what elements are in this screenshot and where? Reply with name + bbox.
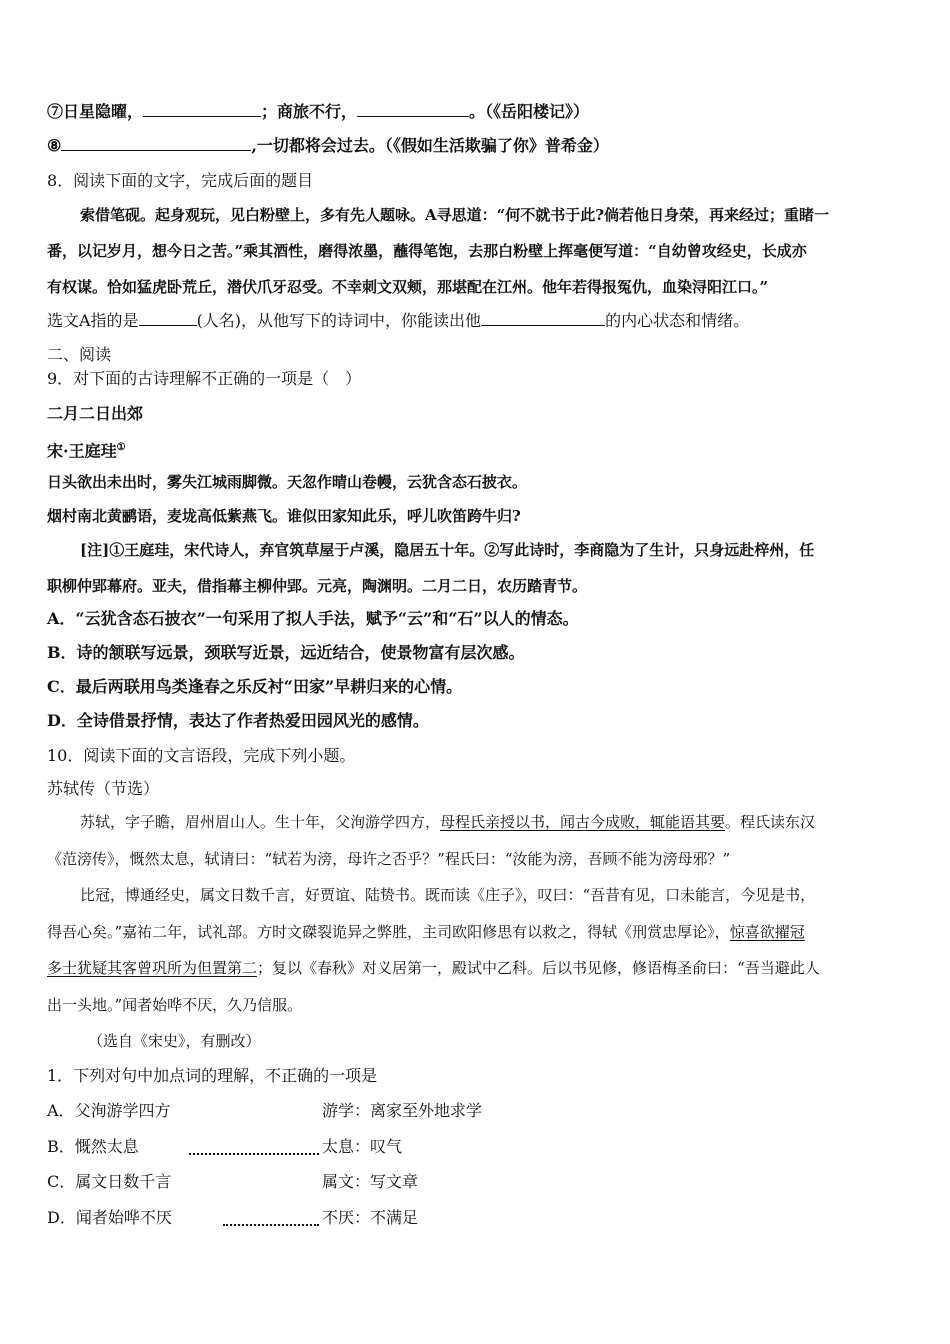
q8-title: 8．阅读下面的文字，完成后面的题目 xyxy=(47,171,314,190)
q10-option-c-phrase: C．属文日数千言 xyxy=(47,1172,172,1191)
q10-option-a-gloss: 游学：离家至外地求学 xyxy=(322,1101,483,1120)
poem-line-1: 日头欲出未出时，雾失江城雨脚微。天忽作晴山卷幔，云犹含态石披衣。 xyxy=(47,473,528,491)
q10-option-c-gloss: 属文：写文章 xyxy=(322,1172,419,1191)
poem-line-2: 烟村南北黄鹂语，麦垅高低紫燕飞。谁似田家知此乐，呼儿吹笛跨牛归? xyxy=(47,507,521,525)
q8-passage-line-2: 番，以记岁月，想今日之苦。”乘其酒性，磨得浓墨，蘸得笔饱，去那白粉壁上挥毫便写道：“自幼曾攻经史，长成亦 xyxy=(47,242,807,260)
q8-ask-mid: (人名)，从他写下的诗词中，你能读出他 xyxy=(196,311,482,330)
q10-option-b xyxy=(47,1136,906,1158)
q10-option-a xyxy=(47,1100,906,1122)
poem-author xyxy=(47,437,906,462)
q9-option-a: A．“云犹含态石披衣”一句采用了拟人手法，赋予“云”和“石”以人的情态。 xyxy=(47,609,579,628)
recite-8-suffix: ,一切都将会过去。（《假如生活欺骗了你》普希金） xyxy=(251,136,609,155)
q10-option-d-gloss: 不厌：不满足 xyxy=(322,1208,419,1227)
dotted-leader xyxy=(189,1140,319,1155)
author-note-marker: ① xyxy=(116,442,126,453)
q10-source: （选自《宋史》，有删改） xyxy=(88,1032,261,1050)
q10-p1-start: 苏轼，字子瞻，眉州眉山人。生十年，父洵游学四方， xyxy=(80,813,441,831)
q10-p2-rest: ；复以《春秋》对义居第一，殿试中乙科。后以书见修，修语梅圣俞曰：“吾当避此人 xyxy=(257,959,820,977)
q10-passage-line-6: 出一头地。”闻者始哗不厌，久乃信服。 xyxy=(47,996,303,1014)
recite-7-mid: ；商旅不行， xyxy=(261,102,358,121)
q10-option-d-phrase: D．闻者始哗不厌 xyxy=(47,1208,172,1227)
q9-option-b: B．诗的颔联写远景，颈联写近景，远近结合，使景物富有层次感。 xyxy=(47,643,525,662)
q10-title: 10．阅读下面的文言语段，完成下列小题。 xyxy=(47,746,356,765)
blank-7-1 xyxy=(143,101,261,117)
recite-7-suffix: 。（《岳阳楼记》） xyxy=(469,102,590,121)
q10-passage-line-1 xyxy=(80,811,906,833)
q10-underlined-sentence-2a: 惊喜欲擢冠 xyxy=(729,923,805,941)
poem-note-line-1: [注]①王庭珪，宋代诗人，弃官筑草屋于卢溪，隐居五十年。②写此诗时，李商隐为了生计，只身远赴梓州，任 xyxy=(80,541,815,559)
section-heading: 二、阅读 xyxy=(47,345,112,364)
blank-8-1 xyxy=(61,135,251,151)
q10-underlined-sentence-1: 母程氏亲授以书，闻古今成败，辄能语其要 xyxy=(440,813,726,831)
q10-p1-end: 。程氏读东汉 xyxy=(725,813,816,831)
q9-option-c: C．最后两联用鸟类逢春之乐反衬“田家”早耕归来的心情。 xyxy=(47,677,463,696)
q10-subtitle: 苏轼传（节选） xyxy=(47,779,160,798)
recite-line-8 xyxy=(47,135,906,157)
blank-7-2 xyxy=(357,101,469,117)
q10-option-d xyxy=(47,1207,906,1229)
q8-ask-suffix: 的内心状态和情绪。 xyxy=(605,311,750,330)
dotted-leader xyxy=(223,1211,319,1226)
q10-sub-question-1: 1．下列对句中加点词的理解，不正确的一项是 xyxy=(47,1066,378,1085)
q10-option-b-gloss: 太息：叹气 xyxy=(322,1137,403,1156)
q10-passage-line-5 xyxy=(47,957,906,979)
q8-ask-prefix: 选文A指的是 xyxy=(47,311,139,330)
recite-8-prefix: ⑧ xyxy=(47,136,62,155)
q10-passage-line-3: 比冠，博通经史，属文日数千言，好贾谊、陆贽书。既而读《庄子》，叹曰：“吾昔有见，口未能言，今见是书， xyxy=(80,886,816,904)
q9-title: 9．对下面的古诗理解不正确的一项是（ ） xyxy=(47,369,362,388)
q10-option-c xyxy=(47,1171,906,1193)
q8-question xyxy=(47,310,906,332)
q10-underlined-sentence-2b: 多士犹疑其客曾巩所为但置第二 xyxy=(47,959,258,977)
recite-7-prefix: ⑦日星隐曜， xyxy=(47,102,144,121)
q8-passage-line-1: 索借笔砚。起身观玩，见白粉壁上，多有先人题咏。A寻思道：“何不就书于此?倘若他日身荣，再来经过；重睹一 xyxy=(80,206,830,224)
recite-line-7 xyxy=(47,101,906,123)
poem-author-name: 宋·王庭珪 xyxy=(47,441,117,461)
q10-passage-line-2: 《范滂传》，慨然太息，轼请曰：“轼若为滂，母许之否乎？”程氏曰：“汝能为滂，吾顾不能为滂母邪？” xyxy=(47,850,731,868)
q9-option-d: D．全诗借景抒情，表达了作者热爱田园风光的感情。 xyxy=(47,711,429,730)
q10-passage-line-4 xyxy=(47,921,906,943)
q10-option-b-phrase: B．慨然太息 xyxy=(47,1137,139,1156)
q8-blank-emotion xyxy=(481,310,605,326)
q10-p2-start: 得吾心矣。”嘉祐二年，试礼部。方时文磔裂诡异之弊胜，主司欧阳修思有以救之，得轼《刑赏忠厚论》， xyxy=(47,923,730,941)
q10-option-a-phrase: A．父洵游学四方 xyxy=(47,1101,171,1120)
poem-note-line-2: 职柳仲郢幕府。亚夫，借指幕主柳仲郢。元亮，陶渊明。二月二日，农历踏青节。 xyxy=(47,577,588,595)
poem-title: 二月二日出郊 xyxy=(47,404,144,423)
q8-passage-line-3: 有权谋。恰如猛虎卧荒丘，潜伏爪牙忍受。不幸刺文双颊，那堪配在江州。他年若得报冤仇，血染浔阳江口。” xyxy=(47,278,769,296)
q8-blank-name xyxy=(139,310,197,326)
